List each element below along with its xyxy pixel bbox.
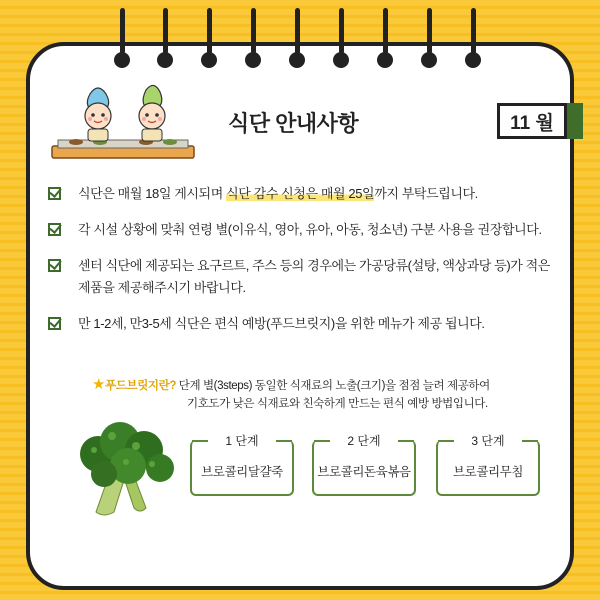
step-menu: 브로콜리돈육볶음 [317,465,411,479]
binder-ring [336,8,346,72]
binder-ring [248,8,258,72]
step-card-3 [436,432,540,496]
item-text: 각 시설 상황에 맞춰 연령 별(이유식, 영아, 유아, 아동, 청소년) 구분 사용을 권장합니다. [78,222,542,237]
notice-list [48,183,558,349]
list-item [48,255,558,299]
month-badge: 11 월 [497,103,567,139]
kids-eating-illustration [48,84,198,164]
binder-ring [380,8,390,72]
item-text: 만 1-2세, 만3-5세 식단은 편식 예방(푸드브릿지)을 위한 메뉴가 제공 됩니다. [78,316,485,331]
step-label: 1 단계 [225,434,259,448]
item-highlight: 식단 감수 신청은 매월 25일 [226,186,375,201]
binder-ring [468,8,478,72]
item-text: 식단은 매월 18일 게시되며 [78,186,227,201]
note-line1: 단계 별(3steps) 동일한 식재료의 노출(크기)을 점점 늘려 제공하여 [175,380,490,392]
checkbox-icon [48,259,61,272]
binder-ring [424,8,434,72]
item-text: 까지 부탁드립니다. [374,186,478,201]
step-card-1 [190,432,294,496]
binder-ring [117,8,127,72]
list-item [48,183,558,205]
step-label: 2 단계 [347,434,381,448]
page-title: 식단 안내사항 [228,111,359,136]
binder-ring [160,8,170,72]
binder-ring [292,8,302,72]
note-keyword: 푸드브릿지란? [105,380,176,392]
broccoli-illustration [68,420,180,520]
step-menu: 브로콜리달걀죽 [201,465,283,479]
checkbox-icon [48,223,61,236]
step-label: 3 단계 [471,434,505,448]
list-item [48,219,558,241]
step-card-2 [312,432,416,496]
checkbox-icon [48,187,61,200]
step-menu: 브로콜리무침 [452,465,524,479]
star-icon: ★ [92,376,106,393]
checkbox-icon [48,317,61,330]
spiral-binding [0,8,600,88]
note-line2: 기호도가 낮은 식재료와 친숙하게 만드는 편식 예방 방법입니다. [187,398,488,410]
binder-ring [204,8,214,72]
month-badge-accent [567,103,583,139]
food-bridge-note [92,376,562,413]
list-item [48,313,558,335]
item-text: 센터 식단에 제공되는 요구르트, 주스 등의 경우에는 가공당류(설탕, 액상과당 등)가 적은 제품을 제공해주시기 바랍니다. [78,258,550,295]
